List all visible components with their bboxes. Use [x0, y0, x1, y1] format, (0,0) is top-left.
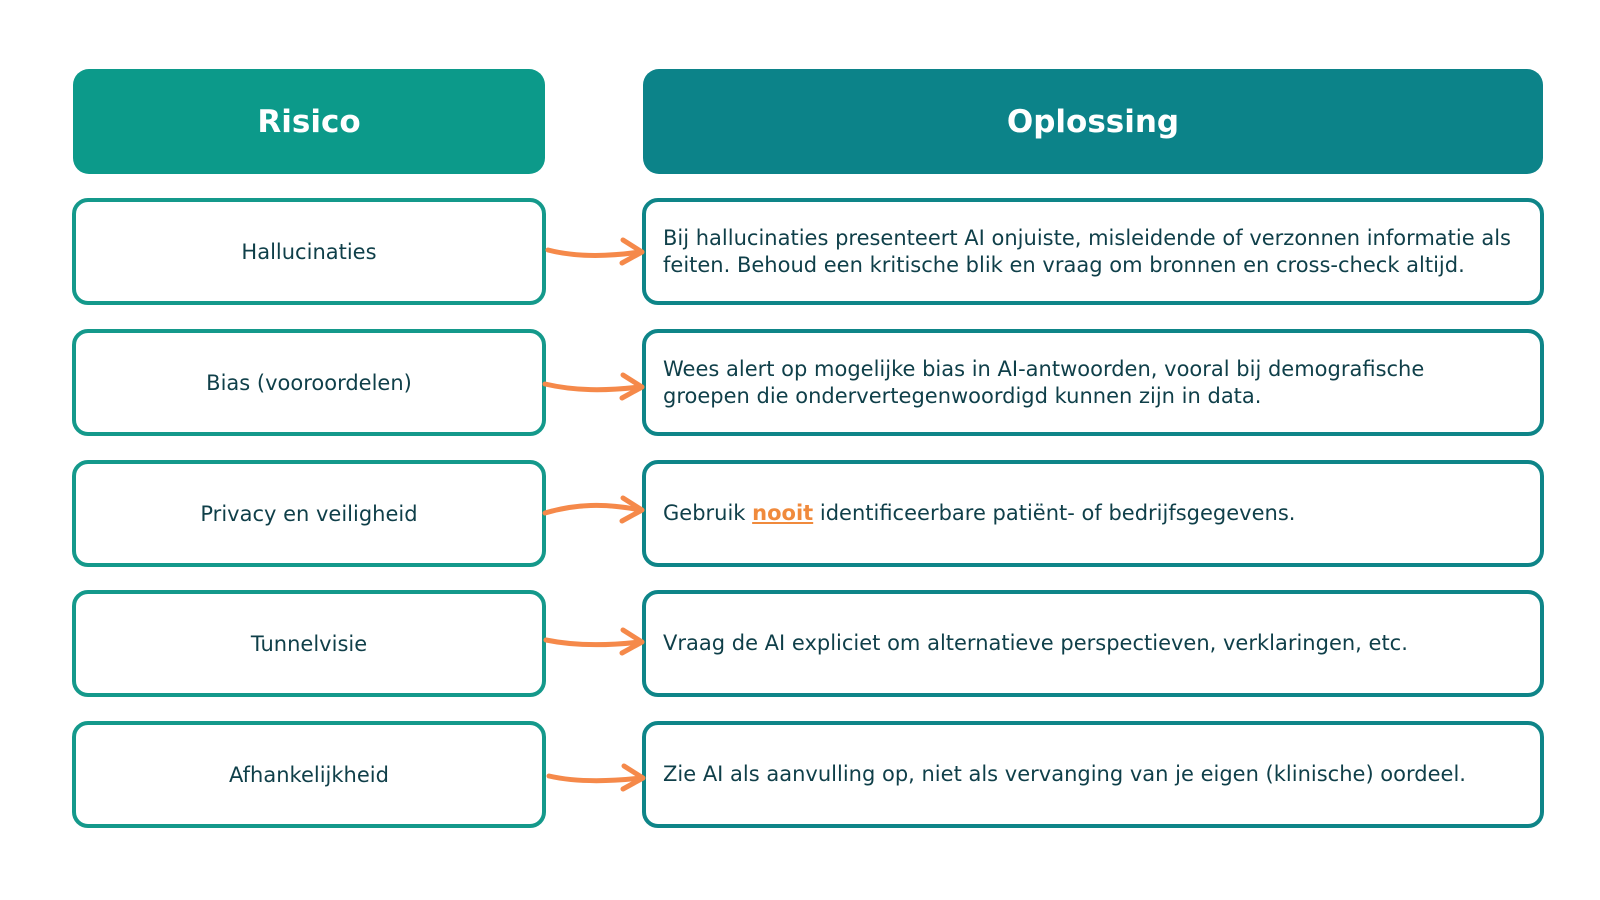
solution-text: Bij hallucinaties presenteert AI onjuiste, misleidende of verzonnen informatie als feiten. Behoud een kritische blik en vraag om bronnen en cross-check altijd.	[663, 225, 1511, 277]
risk-label: Bias (vooroordelen)	[206, 370, 412, 395]
arrow-row-2	[545, 375, 642, 398]
risk-label: Hallucinaties	[241, 239, 377, 264]
risk-box-privacy	[72, 460, 546, 567]
arrow-row-4	[546, 630, 642, 653]
risk-label: Privacy en veiligheid	[200, 501, 418, 526]
solution-text-before: Gebruik	[663, 501, 753, 525]
solution-box-tunnel-vision	[642, 590, 1544, 697]
risk-header-label: Risico	[257, 103, 361, 140]
risk-box-dependency	[72, 721, 546, 828]
risk-box-tunnel-vision	[72, 590, 546, 697]
risk-box-hallucinations	[72, 198, 546, 305]
arrow-row-3	[545, 498, 642, 521]
solution-box-hallucinations	[642, 198, 1544, 305]
risk-box-bias	[72, 329, 546, 436]
emphasis-never: nooit	[752, 501, 814, 525]
solution-box-bias	[642, 329, 1544, 436]
solution-column-header	[643, 69, 1543, 174]
solution-text: Vraag de AI expliciet om alternatieve perspectieven, verklaringen, etc.	[663, 631, 1408, 655]
arrow-row-5	[549, 766, 643, 789]
risk-label: Afhankelijkheid	[229, 762, 389, 787]
arrow-row-1	[548, 240, 642, 263]
solution-header-label: Oplossing	[1006, 103, 1180, 140]
solution-text: Zie AI als aanvulling op, niet als vervanging van je eigen (klinische) oordeel.	[663, 762, 1466, 786]
solution-box-dependency	[642, 721, 1544, 828]
risk-column-header	[73, 69, 545, 174]
solution-box-privacy	[642, 460, 1544, 567]
risk-label: Tunnelvisie	[250, 631, 368, 656]
solution-text-after: identificeerbare patiënt- of bedrijfsgegevens.	[813, 501, 1296, 525]
solution-text: Wees alert op mogelijke bias in AI-antwoorden, vooral bij demografische groepen die ondervertegenwoordigd kunnen zijn in data.	[663, 356, 1425, 408]
solution-text	[663, 500, 1295, 527]
